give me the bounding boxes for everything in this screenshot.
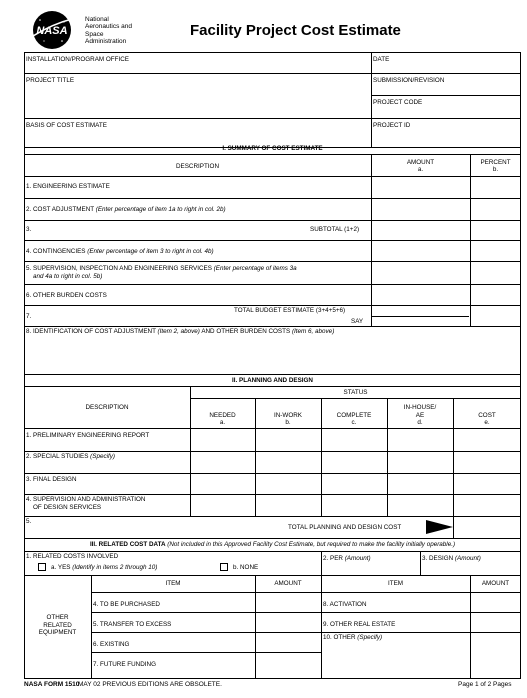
project-code-label: PROJECT CODE [373, 99, 423, 106]
s3-item-header-right: ITEM [387, 580, 404, 587]
s1-col-amount: AMOUNT [406, 159, 435, 166]
s1-row-5: 5. SUPERVISION, INSPECTION AND ENGINEERING SERVICES (Enter percentage of items 3a [26, 265, 297, 272]
s2-row-1: 1. PRELIMINARY ENGINEERING REPORT [26, 432, 150, 439]
s1-row-6: 6. OTHER BURDEN COSTS [26, 292, 107, 299]
s1-col-percent: PERCENT [480, 159, 511, 166]
s2-status: STATUS [343, 389, 368, 396]
s3-item-4: 4. TO BE PURCHASED [93, 601, 160, 608]
s2-col-cost: COST [478, 412, 496, 419]
basis-label: BASIS OF COST ESTIMATE [26, 122, 107, 129]
s1-row-7-say: SAY [351, 318, 364, 325]
s2-col-inhouse: IN-HOUSE/ [403, 404, 437, 411]
s2-row-4: 4. SUPERVISION AND ADMINISTRATION [26, 496, 146, 503]
nasa-logo [30, 10, 74, 50]
arrow-icon [426, 520, 453, 534]
form-page [24, 8, 521, 688]
s3-item-10: 10. OTHER (Specify) [323, 634, 383, 641]
installation-field-label: INSTALLATION/PROGRAM OFFICE [26, 56, 129, 63]
s2-row-3: 3. FINAL DESIGN [26, 476, 77, 483]
s2-col-needed-sub: a. [219, 419, 226, 426]
s2-col-description: DESCRIPTION [85, 404, 129, 411]
s2-row-2: 2. SPECIAL STUDIES (Specify) [26, 453, 115, 460]
s2-col-inwork: IN-WORK [274, 412, 302, 419]
s3-amount-header-left: AMOUNT [274, 580, 302, 587]
submission-label: SUBMISSION/REVISION [373, 77, 445, 84]
equipment-side-label: OTHER RELATED EQUIPMENT [38, 614, 77, 636]
per-label: 2. PER (Amount) [323, 555, 371, 562]
s3-item-header-left: ITEM [165, 580, 181, 587]
design-label: 3. DESIGN (Amount) [422, 555, 481, 562]
project-id-label: PROJECT ID [373, 122, 411, 129]
org-line: National [85, 16, 109, 23]
s2-col-inhouse-ae: AE [415, 412, 425, 419]
yes-checkbox[interactable] [38, 563, 46, 571]
none-label: b. NONE [233, 564, 259, 571]
s3-item-6: 6. EXISTING [93, 641, 130, 648]
form-number: NASA FORM 1510 [24, 681, 80, 688]
section-1-title: I. SUMMARY OF COST ESTIMATE [222, 145, 323, 152]
section-3-title: III. RELATED COST DATA (Not included in this Approved Facility Cost Estimate, but required to make the facility initially operable.) [89, 541, 456, 548]
s3-item-9: 9. OTHER REAL ESTATE [323, 621, 396, 628]
s2-col-cost-sub: e. [484, 419, 490, 426]
s1-row-7: 7. [26, 313, 32, 320]
s2-col-inhouse-sub: d. [417, 419, 423, 426]
org-name [85, 16, 132, 45]
form-edition: MAY 02 PREVIOUS EDITIONS ARE OBSOLETE. [78, 681, 222, 688]
s1-row-4: 4. CONTINGENCIES (Enter percentage of item 3 to right in col. 4b) [26, 248, 214, 255]
org-line: Administration [85, 37, 127, 45]
date-field-label: DATE [373, 56, 390, 63]
svg-text:NASA: NASA [36, 25, 68, 37]
s1-row-2: 2. COST ADJUSTMENT (Enter percentage of item 1a to right in col. 2b) [26, 206, 226, 213]
s2-total-label: TOTAL PLANNING AND DESIGN COST [288, 524, 402, 531]
s2-col-complete-sub: c. [351, 419, 357, 426]
none-checkbox[interactable] [220, 563, 228, 571]
s1-col-percent-sub: b. [492, 166, 499, 173]
s1-row-3: 3. [26, 226, 32, 233]
nasa-meatball-icon [30, 10, 74, 50]
s3-related-costs-label: 1. RELATED COSTS INVOLVED [26, 553, 119, 560]
s2-col-needed: NEEDED [209, 412, 236, 419]
s1-row-7-total: TOTAL BUDGET ESTIMATE (3+4+5+6) [234, 307, 346, 314]
org-line: Space [85, 30, 104, 38]
s3-item-8: 8. ACTIVATION [323, 601, 367, 608]
yes-label: a. YES (Identify in items 2 through 10) [51, 564, 158, 571]
s1-row-8: 8. IDENTIFICATION OF COST ADJUSTMENT (Item 2, above) AND OTHER BURDEN COSTS (Item 6, above) [26, 328, 335, 335]
s1-row-1: 1. ENGINEERING ESTIMATE [26, 183, 110, 190]
page-number: Page 1 of 2 Pages [458, 681, 512, 688]
s1-row-3-subtotal: SUBTOTAL (1+2) [310, 226, 360, 233]
form-title: Facility Project Cost Estimate [190, 22, 401, 39]
s2-col-complete: COMPLETE [336, 412, 372, 419]
s1-col-description: DESCRIPTION [175, 163, 220, 170]
org-line: Aeronautics and [85, 23, 132, 31]
section-2-title: II. PLANNING AND DESIGN [232, 377, 313, 384]
project-title-label: PROJECT TITLE [26, 77, 75, 84]
s2-row-4b: OF DESIGN SERVICES [33, 504, 102, 511]
s1-col-amount-sub: a. [417, 166, 424, 173]
s2-col-inwork-sub: b. [285, 419, 291, 426]
s3-item-5: 5. TRANSFER TO EXCESS [93, 621, 172, 628]
s2-row-5: 5. [26, 518, 32, 525]
s3-amount-header-right: AMOUNT [481, 580, 510, 587]
s1-row-5-note: and 4a to right in col. 5b) [33, 273, 103, 280]
s3-item-7: 7. FUTURE FUNDING [93, 661, 156, 668]
